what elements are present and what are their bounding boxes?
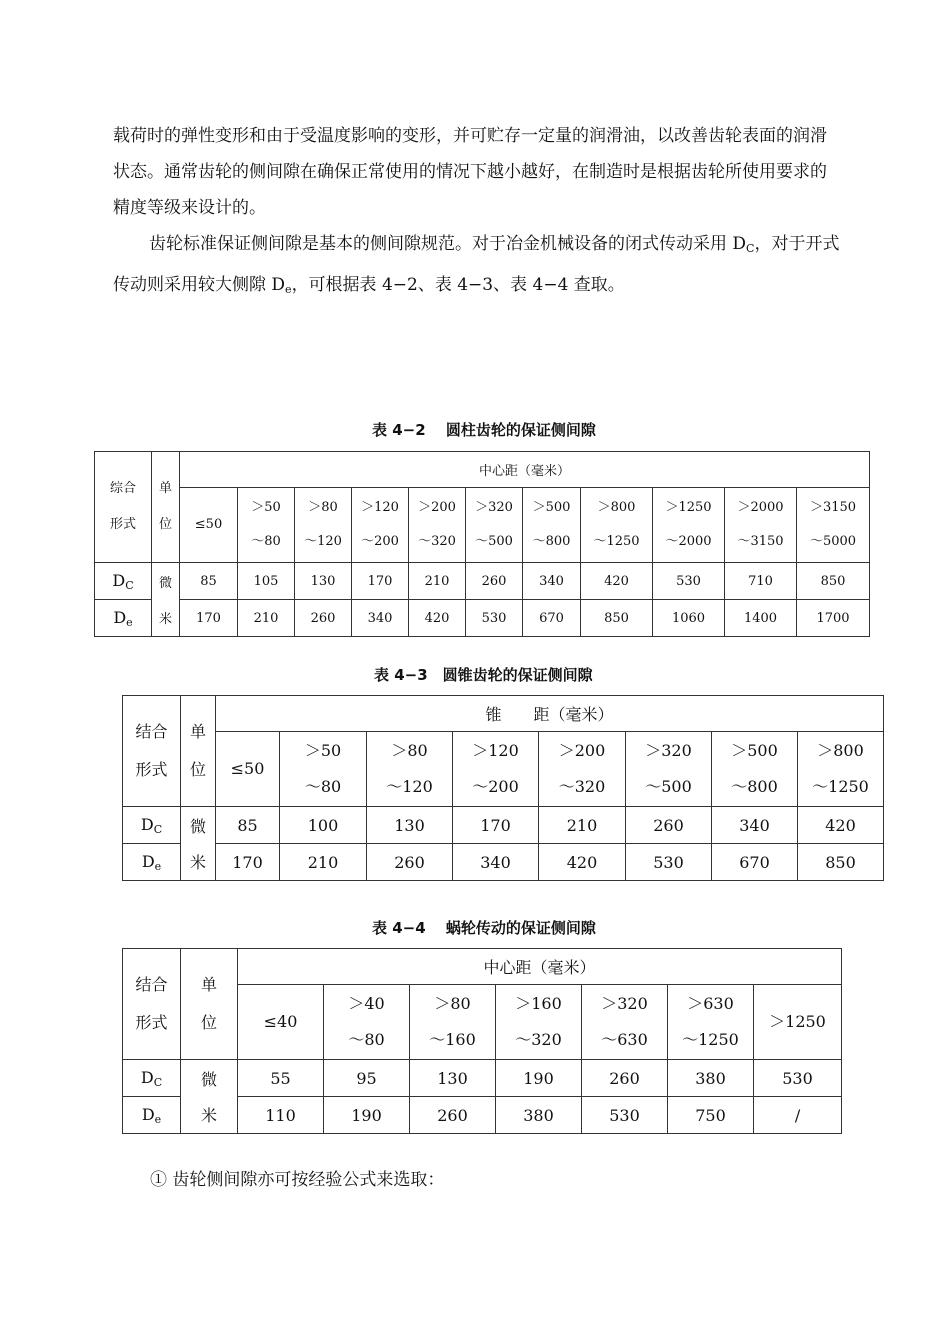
form-cell: [123, 844, 181, 881]
form-symbol: D: [140, 814, 154, 834]
value-cell: 530: [582, 1097, 668, 1134]
value-cell: 130: [410, 1060, 496, 1097]
form-subscript: C: [125, 578, 134, 592]
form-symbol: D: [113, 607, 127, 627]
value-cell: 420: [581, 563, 653, 600]
value-cell: 170: [453, 807, 539, 844]
range-lower: ≤50: [194, 517, 223, 532]
value-cell: 110: [238, 1097, 324, 1134]
range-upper: ～3150: [737, 534, 784, 549]
form-label-line2: 形式: [135, 760, 168, 779]
range-lower: ＞320: [475, 500, 513, 515]
unit-cell: 微: [152, 563, 180, 600]
form-cell: [123, 1097, 181, 1134]
value-cell: 85: [180, 563, 238, 600]
range-lower: ＞2000: [737, 500, 784, 515]
form-label-line1: 综合: [109, 481, 136, 496]
table-row: [123, 844, 884, 881]
table-row: [95, 563, 870, 600]
value-cell: 380: [668, 1060, 754, 1097]
table-4-4: [122, 948, 842, 1134]
value-cell: 105: [238, 563, 295, 600]
range-upper: ～630: [601, 1030, 648, 1049]
unit-cell: 微: [181, 807, 216, 844]
value-cell: 340: [712, 807, 798, 844]
value-cell: 210: [539, 807, 626, 844]
range-lower: ＞80: [434, 994, 471, 1013]
form-cell: [95, 600, 152, 637]
range-upper: ～80: [348, 1030, 385, 1049]
value-cell: 530: [466, 600, 523, 637]
form-subscript: e: [154, 1112, 162, 1126]
value-cell: 260: [582, 1060, 668, 1097]
range-header: [539, 732, 626, 807]
form-header: [123, 696, 181, 807]
range-lower: ＞40: [348, 994, 385, 1013]
value-cell: 260: [466, 563, 523, 600]
form-label-line1: 结合: [135, 975, 168, 994]
range-upper: ～800: [731, 777, 778, 796]
table-row: [123, 1097, 842, 1134]
range-header: [668, 985, 754, 1060]
value-cell: 95: [324, 1060, 410, 1097]
form-label-line2: 形式: [135, 1013, 168, 1032]
table-row: [123, 807, 884, 844]
range-lower: ＞3150: [809, 500, 857, 515]
range-lower: ＞500: [731, 741, 778, 760]
value-cell: 850: [581, 600, 653, 637]
paragraph-2-part-b: ，对于开式传动则采用较大侧隙 D: [113, 234, 840, 295]
value-cell: 170: [180, 600, 238, 637]
form-cell: [123, 1060, 181, 1097]
range-header: [797, 488, 870, 563]
value-cell: 850: [798, 844, 884, 881]
footnote: ① 齿轮侧间隙亦可按经验公式来选取：: [150, 1170, 445, 1190]
table-4-4-caption: 表 4−4 蜗轮传动的保证侧间隙: [372, 919, 596, 937]
value-cell: 340: [352, 600, 409, 637]
group-header: 中心距（毫米）: [180, 452, 870, 488]
range-header: [409, 488, 466, 563]
range-lower: ＞50: [251, 500, 281, 515]
range-upper: ～800: [532, 534, 571, 549]
range-lower: ＞200: [418, 500, 456, 515]
range-lower: ≤50: [230, 759, 265, 778]
form-symbol: D: [141, 1104, 155, 1124]
range-header: [367, 732, 453, 807]
range-lower: ＞80: [391, 741, 428, 760]
range-header: [238, 985, 324, 1060]
value-cell: 260: [367, 844, 453, 881]
range-lower: ＞320: [601, 994, 648, 1013]
unit-header: [152, 452, 180, 563]
value-cell: 190: [496, 1060, 582, 1097]
range-upper: ～320: [418, 534, 456, 549]
table-4-2: [94, 451, 870, 637]
range-upper: ～1250: [593, 534, 640, 549]
unit-label-line2: 位: [158, 517, 172, 532]
range-upper: ～5000: [809, 534, 857, 549]
range-lower: ＞200: [558, 741, 606, 760]
unit-cell: 米: [181, 1097, 238, 1134]
range-lower: ＞1250: [665, 500, 712, 515]
value-cell: 1400: [725, 600, 797, 637]
form-label-line1: 结合: [135, 722, 168, 741]
range-header: [324, 985, 410, 1060]
range-upper: ～1250: [682, 1030, 739, 1049]
value-cell: 670: [523, 600, 581, 637]
range-upper: ～2000: [665, 534, 712, 549]
range-upper: ～1250: [812, 777, 869, 796]
form-subscript: C: [153, 822, 163, 836]
value-cell: 130: [367, 807, 453, 844]
group-header: 中心距（毫米）: [238, 949, 842, 985]
range-header: [295, 488, 352, 563]
unit-header: [181, 949, 238, 1060]
value-cell: 210: [409, 563, 466, 600]
value-cell: 130: [295, 563, 352, 600]
form-subscript: e: [126, 615, 133, 629]
value-cell: 55: [238, 1060, 324, 1097]
value-cell: 260: [410, 1097, 496, 1134]
range-header: [496, 985, 582, 1060]
value-cell: 530: [626, 844, 712, 881]
value-cell: 420: [409, 600, 466, 637]
range-header: [582, 985, 668, 1060]
range-upper: ～120: [386, 777, 433, 796]
range-header: [466, 488, 523, 563]
value-cell: 710: [725, 563, 797, 600]
table-4-3: [122, 695, 884, 881]
unit-header: [181, 696, 216, 807]
range-upper: ～160: [429, 1030, 476, 1049]
paragraph-2: [113, 226, 841, 308]
range-header: [798, 732, 884, 807]
form-subscript: e: [154, 859, 162, 873]
range-header: [453, 732, 539, 807]
range-lower: ＞1250: [769, 1012, 826, 1031]
range-upper: ～80: [251, 534, 281, 549]
value-cell: 420: [798, 807, 884, 844]
table-4-3-caption: 表 4−3 圆锥齿轮的保证侧间隙: [374, 666, 593, 684]
unit-cell: 米: [181, 844, 216, 881]
range-lower: ＞160: [515, 994, 562, 1013]
value-cell: 530: [653, 563, 725, 600]
range-lower: ＞320: [645, 741, 692, 760]
value-cell: 850: [797, 563, 870, 600]
value-cell: 170: [352, 563, 409, 600]
range-lower: ＞120: [361, 500, 399, 515]
range-header: [725, 488, 797, 563]
value-cell: 530: [754, 1060, 842, 1097]
value-cell: /: [754, 1097, 842, 1134]
range-lower: ＞800: [817, 741, 864, 760]
range-upper: ～80: [304, 777, 342, 796]
group-header: 锥 距（毫米）: [216, 696, 884, 732]
range-header: [410, 985, 496, 1060]
range-header: [712, 732, 798, 807]
paragraph-2-part-a: 齿轮标准保证侧间隙是基本的侧间隙规范。对于冶金机械设备的闭式传动采用 D: [149, 234, 747, 254]
range-header: [238, 488, 295, 563]
unit-cell: 微: [181, 1060, 238, 1097]
value-cell: 670: [712, 844, 798, 881]
table-row: [123, 1060, 842, 1097]
range-header: [626, 732, 712, 807]
range-header: [523, 488, 581, 563]
value-cell: 1060: [653, 600, 725, 637]
value-cell: 210: [280, 844, 367, 881]
form-symbol: D: [140, 1067, 154, 1087]
unit-label-line2: 位: [200, 1013, 217, 1032]
range-lower: ＞500: [532, 500, 571, 515]
range-lower: ＞120: [472, 741, 519, 760]
unit-label-line2: 位: [189, 760, 206, 779]
value-cell: 380: [496, 1097, 582, 1134]
form-symbol: D: [112, 570, 126, 590]
range-header: [180, 488, 238, 563]
value-cell: 170: [216, 844, 280, 881]
form-header: [123, 949, 181, 1060]
range-header: [581, 488, 653, 563]
range-upper: ～500: [475, 534, 513, 549]
form-cell: [123, 807, 181, 844]
value-cell: 260: [626, 807, 712, 844]
range-upper: ～320: [515, 1030, 562, 1049]
table-4-2-caption: 表 4−2 圆柱齿轮的保证侧间隙: [372, 421, 596, 439]
range-lower: ＞80: [308, 500, 338, 515]
range-upper: ～200: [361, 534, 399, 549]
range-lower: ≤40: [263, 1012, 298, 1031]
range-upper: ～120: [304, 534, 342, 549]
subscript-e: e: [285, 283, 292, 296]
range-header: [352, 488, 409, 563]
value-cell: 190: [324, 1097, 410, 1134]
form-header: [95, 452, 152, 563]
range-upper: ～200: [472, 777, 519, 796]
unit-label-line1: 单: [158, 481, 172, 496]
unit-label-line1: 单: [189, 722, 206, 741]
range-header: [754, 985, 842, 1060]
value-cell: 210: [238, 600, 295, 637]
value-cell: 100: [280, 807, 367, 844]
range-header: [280, 732, 367, 807]
value-cell: 1700: [797, 600, 870, 637]
form-label-line2: 形式: [109, 517, 136, 532]
range-lower: ＞800: [597, 500, 636, 515]
table-row: [95, 600, 870, 637]
value-cell: 420: [539, 844, 626, 881]
value-cell: 340: [453, 844, 539, 881]
unit-label-line1: 单: [200, 975, 217, 994]
paragraph-1: 载荷时的弹性变形和由于受温度影响的变形，并可贮存一定量的润滑油，以改善齿轮表面的润滑状态。通常齿轮的侧间隙在确保正常使用的情况下越小越好，在制造时是根据齿轮所使用要求的精度等级来设计的。: [113, 126, 827, 218]
subscript-c: C: [746, 242, 755, 255]
range-lower: ＞630: [687, 994, 734, 1013]
range-upper: ～320: [558, 777, 606, 796]
value-cell: 340: [523, 563, 581, 600]
paragraph-2-part-c: ，可根据表 4−2、表 4−3、表 4−4 查取。: [291, 275, 625, 295]
form-subscript: C: [153, 1075, 163, 1089]
form-symbol: D: [141, 851, 155, 871]
value-cell: 750: [668, 1097, 754, 1134]
value-cell: 85: [216, 807, 280, 844]
range-lower: ＞50: [304, 741, 342, 760]
range-upper: ～500: [645, 777, 692, 796]
form-cell: [95, 563, 152, 600]
unit-cell: 米: [152, 600, 180, 637]
range-header: [653, 488, 725, 563]
value-cell: 260: [295, 600, 352, 637]
range-header: [216, 732, 280, 807]
